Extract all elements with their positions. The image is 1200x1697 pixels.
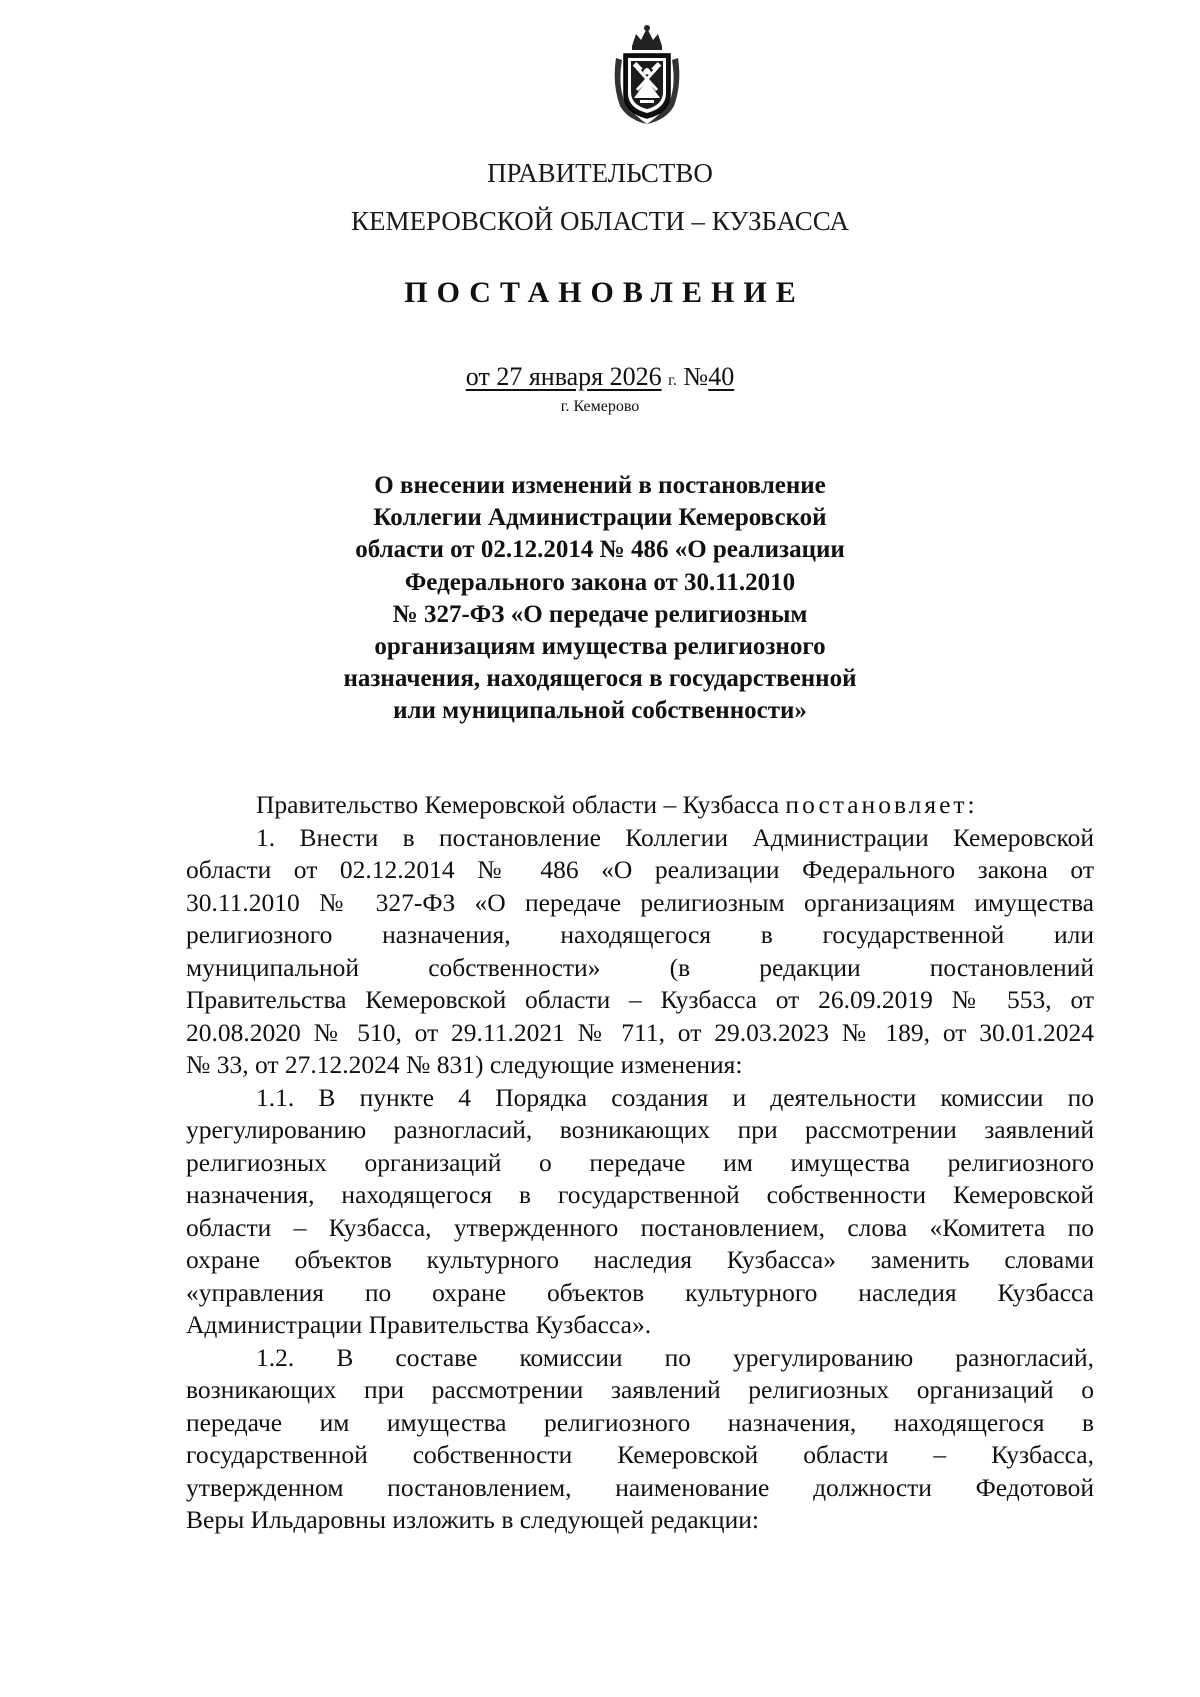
paragraph-line: передаче им имущества религиозного назначения, находящегося в [186,1407,1094,1437]
year-suffix: г. [668,372,677,389]
paragraph-line: 1.2. В составе комиссии по урегулированию разногласий, [256,1342,1094,1372]
paragraph-line: № 33, от 27.12.2024 № 831) следующие изменения: [186,1050,743,1079]
paragraph-line: Правительства Кемеровской области – Кузбасса от 26.09.2019 № 553, от [186,985,1094,1014]
paragraph-line: утвержденном постановлением, наименование должности Федотовой [186,1472,1094,1502]
preamble-verb: постановляет: [785,790,978,819]
paragraph-line: «управления по охране объектов культурного наследия Кузбасса [186,1277,1094,1307]
paragraph-line: 1. Внести в постановление Коллегии Администрации Кемеровской [256,822,1094,852]
number-sign: № [683,362,709,391]
document-city: г. Кемерово [560,398,640,415]
paragraph-line: государственной собственности Кемеровской области – Кузбасса, [186,1440,1094,1469]
document-date: от 27 января 2026 [465,362,662,391]
title-line: О внесении изменений в постановление [374,472,826,499]
paragraph-line: Веры Ильдаровны изложить в следующей редакции: [186,1505,759,1534]
paragraph-line: охране объектов культурного наследия Кузбасса» заменить словами [186,1245,1094,1274]
title-line: организациям имущества религиозного [374,633,826,661]
paragraph-line: религиозного назначения, находящегося в государственной или [186,920,1094,949]
title-line: назначения, находящегося в государственной [343,665,857,693]
preamble-paragraph [186,789,1094,822]
paragraph-line: 20.08.2020 № 510, от 29.11.2021 № 711, от 29.03.2023 № 189, от 30.01.2024 [186,1017,1094,1047]
paragraph-line: области от 02.12.2014 № 486 «О реализации Федерального закона от [186,855,1094,884]
paragraph-line: области – Кузбасса, утвержденного постановлением, слова «Комитета по [186,1212,1094,1242]
paragraph-line: 30.11.2010 № 327-ФЗ «О передаче религиозным организациям имущества [186,887,1094,917]
title-line: № 327-ФЗ «О передаче религиозным [392,600,808,628]
paragraph-1-1 [186,1082,1094,1342]
document-date-line [0,362,1200,392]
paragraph-line: Администрации Правительства Кузбасса». [186,1310,652,1339]
document-title [300,470,900,728]
preamble-text: Правительство Кемеровской области – Кузбасса [256,790,780,819]
paragraph-line: муниципальной собственности» (в редакции постановлений [186,952,1094,982]
title-line: Федерального закона от 30.11.2010 [404,568,796,596]
title-line: или муниципальной собственности» [393,697,807,725]
document-body [186,789,1094,1537]
coat-of-arms-emblem [610,24,684,126]
title-line: Коллегии Администрации Кемеровской [373,504,827,532]
organization-name-line1: ПРАВИТЕЛЬСТВО [487,158,713,188]
title-line: области от 02.12.2014 № 486 «О реализации [355,536,845,564]
paragraph-line: возникающих при рассмотрении заявлений религиозных организаций о [186,1375,1094,1404]
paragraph-1-2 [186,1342,1094,1537]
paragraph-line: религиозных организаций о передаче им имущества религиозного [186,1147,1094,1177]
paragraph-line: 1.1. В пункте 4 Порядка создания и деятельности комиссии по [256,1082,1094,1112]
paragraph-line: урегулированию разногласий, возникающих при рассмотрении заявлений [186,1115,1094,1144]
paragraph-1 [186,822,1094,1082]
organization-name-line2: КЕМЕРОВСКОЙ ОБЛАСТИ – КУЗБАССА [351,206,849,236]
document-number: 40 [708,362,735,391]
paragraph-line: назначения, находящегося в государственной собственности Кемеровской [186,1180,1094,1209]
document-type-heading: ПОСТАНОВЛЕНИЕ [404,276,805,309]
